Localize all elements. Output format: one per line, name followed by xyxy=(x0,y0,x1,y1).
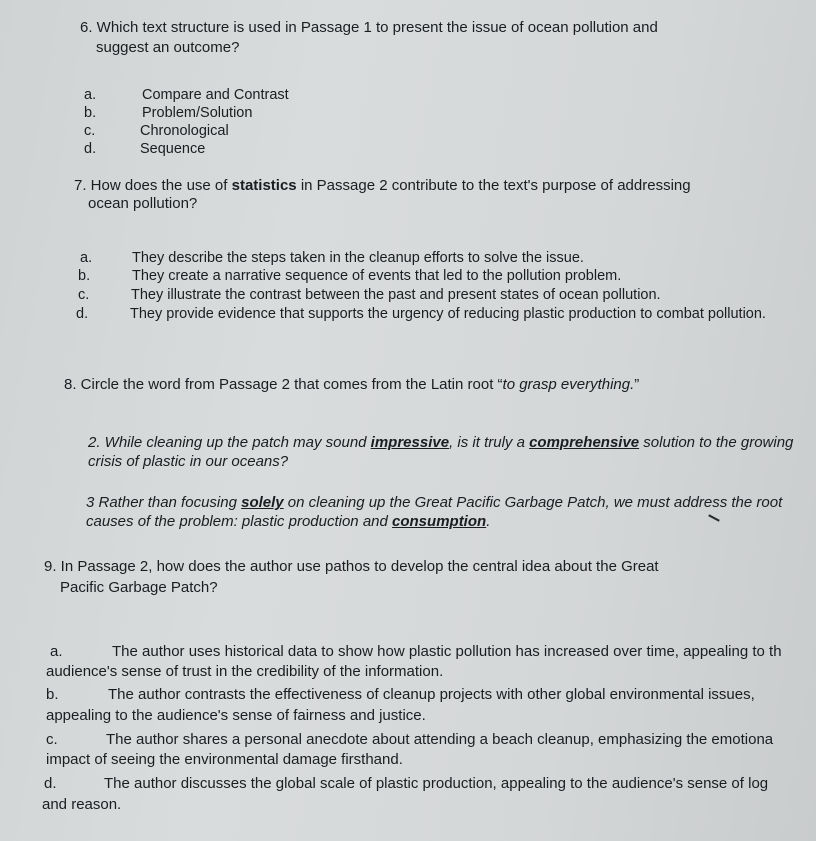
option-letter: d. xyxy=(76,306,89,322)
q7-text-post: in Passage 2 contribute to the text's purpose of addressing xyxy=(296,177,691,194)
q6-option-d xyxy=(84,140,205,158)
q7-keyword-statistics: statistics xyxy=(231,177,297,194)
option-letter: a. xyxy=(50,643,63,660)
word-consumption[interactable]: consumption xyxy=(392,513,487,530)
option-text: They describe the steps taken in the cleanup efforts to solve the issue. xyxy=(132,250,584,266)
option-text: Compare and Contrast xyxy=(142,87,289,103)
sentence-text: on cleaning up the Great Pacific Garbage Patch, we must address the root xyxy=(283,494,783,511)
option-letter: c. xyxy=(84,123,96,139)
option-text: They provide evidence that supports the urgency of reducing plastic production to combat pollution. xyxy=(130,306,766,322)
q7-option-b xyxy=(78,267,621,285)
word-comprehensive[interactable]: comprehensive xyxy=(529,434,640,451)
option-text: Problem/Solution xyxy=(142,105,253,121)
q9-option-d-cont: and reason. xyxy=(42,796,122,813)
sentence-2-line-2: crisis of plastic in our oceans? xyxy=(88,453,289,470)
option-letter: d. xyxy=(44,775,57,792)
pen-mark xyxy=(708,514,720,521)
option-letter: b. xyxy=(46,686,59,703)
q9-option-b xyxy=(46,685,755,704)
q9-option-d xyxy=(44,774,768,793)
q7-option-a xyxy=(80,249,584,267)
option-text: The author discusses the global scale of plastic production, appealing to the audience's sense of log xyxy=(104,775,769,792)
sentence-text: , is it truly a xyxy=(449,434,530,451)
q9-option-c xyxy=(46,730,773,749)
q9-option-c-cont: impact of seeing the environmental damage firsthand. xyxy=(46,751,403,768)
q7-option-c xyxy=(78,286,661,304)
option-letter: c. xyxy=(78,287,90,303)
option-text: Chronological xyxy=(140,123,229,139)
q6-option-a xyxy=(84,86,289,104)
question-7-line-2: ocean pollution? xyxy=(88,195,198,212)
q9-option-a-cont: audience's sense of trust in the credibility of the information. xyxy=(46,663,444,680)
option-letter: a. xyxy=(80,250,93,266)
question-7-line-1 xyxy=(74,176,691,195)
option-text: They illustrate the contrast between the past and present states of ocean pollution. xyxy=(131,287,661,303)
option-text: They create a narrative sequence of events that led to the pollution problem. xyxy=(132,268,622,284)
q8-text-post: ” xyxy=(634,376,640,393)
q6-option-c xyxy=(84,122,229,140)
option-text: The author shares a personal anecdote about attending a beach cleanup, emphasizing the emotiona xyxy=(106,731,774,748)
option-text: The author contrasts the effectiveness of cleanup projects with other global environmental issues, xyxy=(108,686,755,703)
q9-option-a xyxy=(50,642,782,661)
sentence-2-line-1 xyxy=(88,433,793,452)
option-letter: b. xyxy=(78,268,91,284)
option-letter: a. xyxy=(84,87,97,103)
q7-option-d xyxy=(76,305,766,323)
option-letter: d. xyxy=(84,141,97,157)
word-solely[interactable]: solely xyxy=(241,494,284,511)
q8-text-pre: 8. Circle the word from Passage 2 that comes from the Latin root “ xyxy=(64,376,503,393)
question-8 xyxy=(64,375,639,394)
sentence-text: . xyxy=(486,513,491,530)
question-9-line-1: 9. In Passage 2, how does the author use pathos to develop the central idea about the Great xyxy=(44,558,659,575)
option-text: The author uses historical data to show how plastic pollution has increased over time, appealing to th xyxy=(112,643,782,660)
question-9-line-2: Pacific Garbage Patch? xyxy=(60,579,218,596)
sentence-text: solution to the growing xyxy=(639,434,794,451)
q6-option-b xyxy=(84,104,252,122)
option-letter: c. xyxy=(46,731,58,748)
question-6-line-1: 6. Which text structure is used in Passage 1 to present the issue of ocean pollution and xyxy=(80,19,658,36)
option-letter: b. xyxy=(84,105,97,121)
sentence-text: causes of the problem: plastic production and xyxy=(86,513,393,530)
sentence-3-line-2 xyxy=(86,512,490,531)
q7-text-pre: 7. How does the use of xyxy=(74,177,232,194)
sentence-3-line-1 xyxy=(86,493,782,512)
q9-option-b-cont: appealing to the audience's sense of fairness and justice. xyxy=(46,707,426,724)
q8-latin-root: to grasp everything. xyxy=(502,376,635,393)
question-6-line-2: suggest an outcome? xyxy=(96,39,240,56)
sentence-text: 3 Rather than focusing xyxy=(86,494,242,511)
sentence-text: 2. While cleaning up the patch may sound xyxy=(88,434,371,451)
option-text: Sequence xyxy=(140,141,206,157)
word-impressive[interactable]: impressive xyxy=(370,434,450,451)
